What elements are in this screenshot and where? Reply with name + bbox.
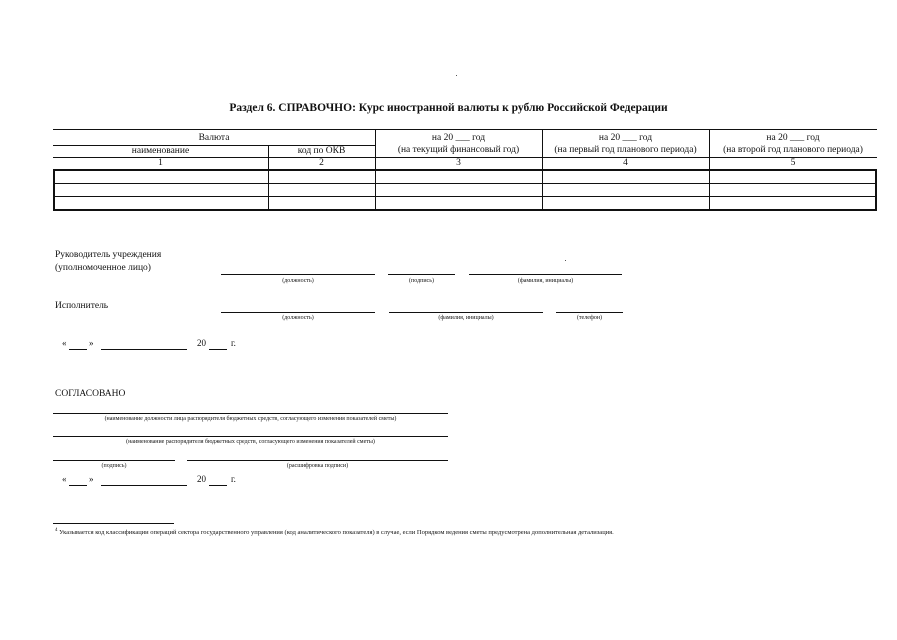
approval-official-line[interactable] bbox=[53, 413, 448, 414]
approval-signature-caption: (подпись) bbox=[101, 463, 127, 469]
executor-label: Исполнитель bbox=[55, 301, 109, 311]
head-name-line[interactable] bbox=[469, 274, 622, 275]
approval-decode-line[interactable] bbox=[187, 460, 448, 461]
section-title: Раздел 6. СПРАВОЧНО: Курс иностранной валюты к рублю Российской Федерации bbox=[229, 102, 668, 114]
head-signature-caption: (подпись) bbox=[409, 278, 434, 284]
date-line-1 bbox=[62, 338, 242, 352]
date1-year-prefix: 20 bbox=[197, 338, 206, 348]
date2-year-prefix: 20 bbox=[197, 474, 206, 484]
approval-manager-line[interactable] bbox=[53, 436, 448, 437]
footnote bbox=[55, 528, 614, 536]
approval-manager-caption: (наименование распорядителя бюджетных средств, согласующего изменения показателей сметы) bbox=[126, 439, 375, 445]
date2-open-quote: « bbox=[62, 474, 67, 484]
footnote-mark: 4 bbox=[55, 528, 58, 533]
table-row-divider bbox=[53, 196, 877, 197]
currency-rate-table bbox=[53, 129, 877, 211]
executor-position-caption: (должность) bbox=[282, 315, 314, 321]
footnote-rule bbox=[53, 523, 174, 524]
header-year1-bottom: (на текущий финансовый год) bbox=[397, 145, 520, 155]
header-year3-bottom: (на второй год планового периода) bbox=[723, 145, 863, 155]
date1-day-field[interactable] bbox=[69, 349, 87, 350]
column-number: 1 bbox=[158, 158, 163, 168]
column-number: 4 bbox=[623, 158, 628, 168]
date2-day-field[interactable] bbox=[69, 485, 87, 486]
column-number: 5 bbox=[790, 158, 796, 168]
header-year3-top: на 20 ___ год bbox=[766, 133, 820, 143]
date2-close-quote: » bbox=[89, 474, 94, 484]
date2-month-field[interactable] bbox=[101, 485, 187, 486]
executor-phone-caption: (телефон) bbox=[576, 315, 603, 321]
approval-decode-caption: (расшифровка подписи) bbox=[286, 463, 349, 469]
header-year2-bottom: (на первый год планового периода) bbox=[554, 145, 697, 155]
date1-month-field[interactable] bbox=[101, 349, 187, 350]
head-signature-line[interactable] bbox=[388, 274, 455, 275]
column-number: 2 bbox=[319, 158, 324, 168]
approval-label: СОГЛАСОВАНО bbox=[55, 389, 126, 399]
head-label-line1: Руководитель учреждения bbox=[55, 250, 162, 260]
header-okv-code: код по ОКВ bbox=[297, 146, 346, 156]
header-year2-top: на 20 ___ год bbox=[598, 133, 653, 143]
head-position-line[interactable] bbox=[221, 274, 375, 275]
footnote-text: Указывается код классификации операций сектора государственного управления (код аналитического показателя) в случае, если Порядком ведения сметы предусмотрена дополнительная детализация. bbox=[59, 529, 614, 537]
scan-speck bbox=[565, 260, 566, 261]
table-top-rule bbox=[53, 129, 877, 130]
date1-year-suffix: г. bbox=[231, 338, 236, 348]
table-body-top bbox=[53, 169, 877, 171]
header-currency: Валюта bbox=[198, 133, 230, 143]
executor-phone-line[interactable] bbox=[556, 312, 623, 313]
table-body-left bbox=[53, 169, 55, 210]
executor-name-caption: (фамилия, инициалы) bbox=[438, 315, 494, 321]
scan-speck bbox=[456, 75, 457, 76]
table-body-bottom bbox=[53, 209, 877, 211]
date1-year-field[interactable] bbox=[209, 349, 227, 350]
table-row-divider bbox=[53, 183, 877, 184]
header-year1-top: на 20 ___ год bbox=[431, 133, 486, 143]
table-body-right bbox=[875, 169, 877, 210]
executor-name-line[interactable] bbox=[389, 312, 543, 313]
header-name: наименование bbox=[131, 146, 190, 156]
approval-signature-line[interactable] bbox=[53, 460, 175, 461]
date-line-2 bbox=[62, 474, 242, 488]
head-name-caption: (фамилия, инициалы) bbox=[517, 278, 574, 284]
date1-open-quote: « bbox=[62, 338, 67, 348]
executor-position-line[interactable] bbox=[221, 312, 375, 313]
column-number: 3 bbox=[456, 158, 461, 168]
head-label-line2: (уполномоченное лицо) bbox=[55, 263, 151, 273]
date2-year-suffix: г. bbox=[231, 474, 236, 484]
approval-official-caption: (наименование должности лица распорядителя бюджетных средств, согласующего изменения показателей сметы) bbox=[104, 416, 397, 422]
date2-year-field[interactable] bbox=[209, 485, 227, 486]
date1-close-quote: » bbox=[89, 338, 94, 348]
head-label bbox=[55, 249, 161, 275]
head-position-caption: (должность) bbox=[282, 278, 314, 284]
